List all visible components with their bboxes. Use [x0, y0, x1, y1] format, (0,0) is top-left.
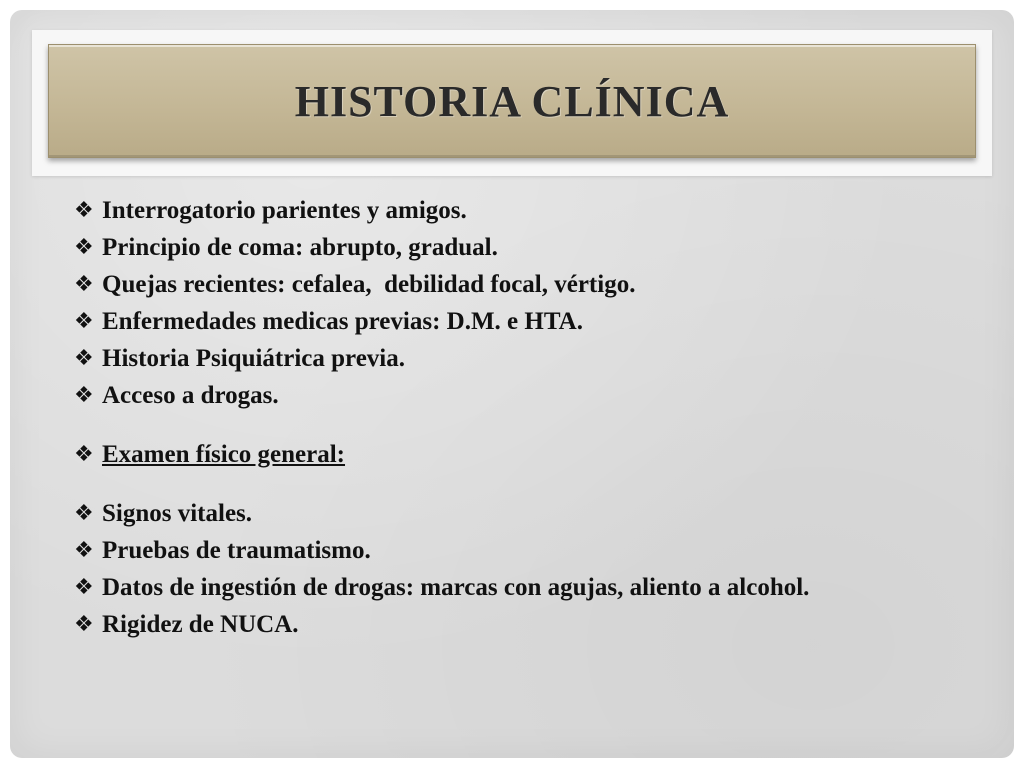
list-item — [74, 383, 974, 409]
list-item — [74, 575, 974, 601]
list-item — [74, 272, 974, 298]
bullet-icon: ❖ — [74, 612, 94, 637]
list-item-text: Interrogatorio parientes y amigos. — [102, 197, 467, 224]
bullet-icon: ❖ — [74, 501, 94, 526]
list-item-text: Datos de ingestión de drogas: marcas con agujas, aliento a alcohol. — [102, 574, 810, 601]
list-item — [74, 538, 974, 564]
spacer — [74, 479, 974, 501]
slide-title: HISTORIA CLÍNICA — [294, 76, 730, 126]
list-item — [74, 346, 974, 372]
bullet-icon: ❖ — [74, 198, 94, 223]
bullet-list — [74, 198, 974, 649]
list-item-text: Signos vitales. — [102, 500, 253, 527]
slide — [10, 10, 1014, 758]
list-item-text: Quejas recientes: cefalea, debilidad focal, vértigo. — [102, 271, 636, 298]
list-item-text: Acceso a drogas. — [102, 382, 279, 409]
list-item — [74, 612, 974, 638]
list-item — [74, 501, 974, 527]
list-item-text: Principio de coma: abrupto, gradual. — [102, 234, 498, 261]
list-item — [74, 309, 974, 335]
list-item-text: Historia Psiquiátrica previa. — [102, 345, 405, 372]
bullet-icon: ❖ — [74, 346, 94, 371]
bullet-icon: ❖ — [74, 383, 94, 408]
section-heading-text: Examen físico general: — [102, 441, 346, 468]
list-item-text: Pruebas de traumatismo. — [102, 537, 371, 564]
list-item-text: Rigidez de NUCA. — [102, 611, 299, 638]
bullet-icon: ❖ — [74, 538, 94, 563]
bullet-icon: ❖ — [74, 442, 94, 467]
list-item-text: Enfermedades medicas previas: D.M. e HTA. — [102, 308, 583, 335]
bullet-icon: ❖ — [74, 309, 94, 334]
title-frame — [32, 30, 992, 176]
section-heading — [74, 442, 974, 468]
bullet-icon: ❖ — [74, 272, 94, 297]
bullet-icon: ❖ — [74, 235, 94, 260]
bullet-icon: ❖ — [74, 575, 94, 600]
list-item — [74, 198, 974, 224]
spacer — [74, 420, 974, 442]
list-item — [74, 235, 974, 261]
title-bar — [48, 44, 976, 158]
